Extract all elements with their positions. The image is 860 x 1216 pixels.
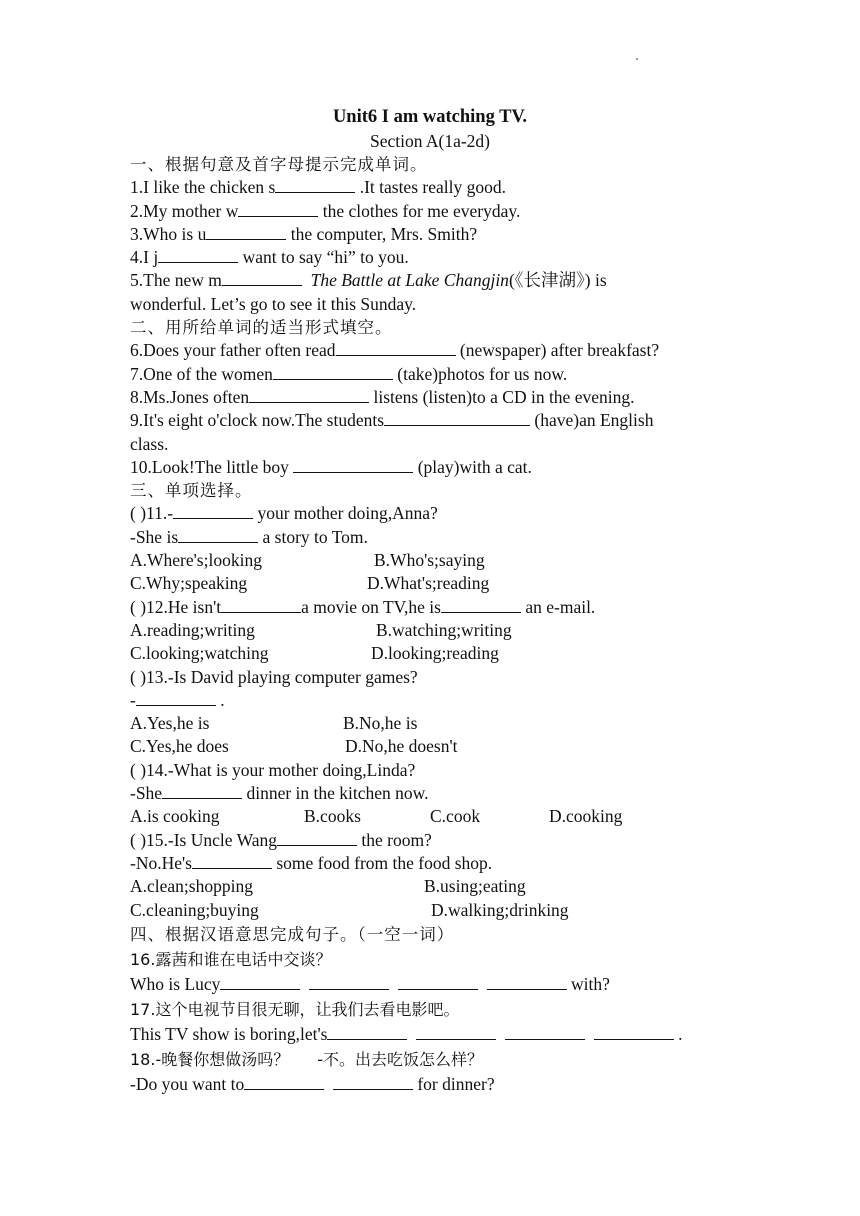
q16-text: Who is Lucy <box>130 973 221 994</box>
q13-option-c[interactable]: C.Yes,he does <box>130 736 229 757</box>
worksheet <box>130 106 730 1097</box>
question-7 <box>130 363 730 386</box>
question-11 <box>130 502 730 525</box>
q13-option-d[interactable]: D.No,he doesn't <box>345 736 458 757</box>
q4-blank[interactable] <box>158 246 238 263</box>
question-3 <box>130 223 730 246</box>
q15-blank-2[interactable] <box>192 852 272 869</box>
q12-blank-2[interactable] <box>441 596 521 613</box>
q11-options-ab <box>130 549 730 572</box>
question-11-line-2 <box>130 526 730 549</box>
section-3-heading: 三、单项选择。 <box>130 481 253 501</box>
q15-answer-text: -No.He's <box>130 852 192 873</box>
q11-option-c[interactable]: C.Why;speaking <box>130 573 248 594</box>
q9-text: 9.It's eight o'clock now.The students <box>130 410 385 431</box>
q2-blank[interactable] <box>238 200 318 217</box>
q15-text-end: the room? <box>356 829 432 850</box>
q8-blank[interactable] <box>249 386 369 403</box>
q14-option-c[interactable]: C.cook <box>430 806 481 827</box>
q3-text-end: the computer, Mrs. Smith? <box>286 223 478 244</box>
q7-text: 7.One of the women <box>130 363 273 384</box>
q16-blank-4[interactable] <box>487 973 567 990</box>
q4-text-end: want to say “hi” to you. <box>238 247 409 268</box>
q16-blank-3[interactable] <box>398 973 478 990</box>
q9-text-end: (have)an English <box>530 410 654 431</box>
q13-blank[interactable] <box>136 689 216 706</box>
page-title: Unit6 I am watching TV. <box>332 107 528 127</box>
q10-text: 10.Look!The little boy <box>130 456 294 477</box>
question-9-line-2: class. <box>130 433 169 454</box>
question-17-english <box>130 1022 730 1047</box>
page-subtitle: Section A(1a-2d) <box>369 131 491 151</box>
q17-blank-3[interactable] <box>505 1023 585 1040</box>
q17-blank-1[interactable] <box>327 1023 407 1040</box>
q13-options-ab <box>130 712 730 735</box>
q4-text: 4.I j <box>130 247 159 268</box>
question-2 <box>130 200 730 223</box>
q10-blank[interactable] <box>293 456 413 473</box>
question-18-chinese <box>130 1047 730 1072</box>
q14-answer-end: dinner in the kitchen now. <box>242 783 429 804</box>
question-13: ( )13.-Is David playing computer games? <box>130 666 418 687</box>
q7-blank[interactable] <box>273 363 393 380</box>
question-5 <box>130 269 730 292</box>
q1-blank[interactable] <box>275 176 355 193</box>
q17-text-end: . <box>673 1023 683 1044</box>
q7-text-end: (take)photos for us now. <box>392 363 568 384</box>
q3-blank[interactable] <box>206 223 286 240</box>
q11-text: ( )11.- <box>130 503 174 524</box>
q16-blank-1[interactable] <box>220 973 300 990</box>
q15-option-a[interactable]: A.clean;shopping <box>130 876 253 897</box>
page-dot <box>636 58 638 60</box>
q5-movie-title: The Battle at Lake Changjin <box>310 270 509 291</box>
q11-text-end: your mother doing,Anna? <box>253 503 438 524</box>
q13-answer-dash: - <box>130 689 136 710</box>
q12-options-cd <box>130 642 730 665</box>
q11-line2-text: -She is <box>130 526 179 547</box>
q15-options-cd <box>130 899 730 922</box>
q17-blank-4[interactable] <box>594 1023 674 1040</box>
q14-option-a[interactable]: A.is cooking <box>130 806 220 827</box>
q14-option-b[interactable]: B.cooks <box>304 806 361 827</box>
q14-blank[interactable] <box>162 782 242 799</box>
q15-blank-1[interactable] <box>277 829 357 846</box>
q18-text-end: for dinner? <box>412 1073 495 1094</box>
q14-option-d[interactable]: D.cooking <box>549 806 623 827</box>
q12-option-c[interactable]: C.looking;watching <box>130 643 269 664</box>
q11-line2-end: a story to Tom. <box>258 526 368 547</box>
q6-text-end: (newspaper) after breakfast? <box>455 340 660 361</box>
section-1-heading: 一、根据句意及首字母提示完成单词。 <box>130 155 428 174</box>
question-16-english <box>130 972 730 997</box>
q16-text-end: with? <box>566 973 610 994</box>
q11-blank-1[interactable] <box>173 502 253 519</box>
q8-text: 8.Ms.Jones often <box>130 386 250 407</box>
q12-option-a[interactable]: A.reading;writing <box>130 619 255 640</box>
q16-blank-2[interactable] <box>309 973 389 990</box>
question-16-chinese: 16.露茜和谁在电话中交谈？ <box>130 949 332 969</box>
q11-blank-2[interactable] <box>178 526 258 543</box>
question-10 <box>130 456 730 479</box>
q6-text: 6.Does your father often read <box>130 340 336 361</box>
q1-text: 1.I like the chicken s <box>130 177 276 198</box>
question-1 <box>130 176 730 199</box>
q9-blank[interactable] <box>384 409 530 426</box>
question-18-english <box>130 1072 730 1097</box>
q13-answer-end: . <box>215 689 225 710</box>
q18-text: -Do you want to <box>130 1073 245 1094</box>
question-15-answer <box>130 852 730 875</box>
question-14-answer <box>130 782 730 805</box>
question-15 <box>130 829 730 852</box>
q15-option-c[interactable]: C.cleaning;buying <box>130 899 259 920</box>
q12-blank-1[interactable] <box>221 596 301 613</box>
q13-options-cd <box>130 735 730 758</box>
question-8 <box>130 386 730 409</box>
q2-text-end: the clothes for me everyday. <box>318 200 521 221</box>
question-13-answer <box>130 689 730 712</box>
q5-text-end: (《长津湖》) is <box>508 270 607 291</box>
q14-options <box>130 805 730 828</box>
q15-option-b[interactable]: B.using;eating <box>424 876 526 897</box>
q1-text-end: .It tastes really good. <box>355 177 506 198</box>
question-5-line-2: wonderful. Let’s go to see it this Sunday. <box>130 293 417 314</box>
q11-option-a[interactable]: A.Where's;looking <box>130 550 262 571</box>
q15-options-ab <box>130 875 730 898</box>
q12-text-mid: a movie on TV,he is <box>301 596 441 617</box>
question-6 <box>130 339 730 362</box>
q13-option-b[interactable]: B.No,he is <box>343 713 418 734</box>
q18-chinese-b: -不。出去吃饭怎么样？ <box>317 1049 484 1069</box>
q18-blank-1[interactable] <box>244 1073 324 1090</box>
q10-text-end: (play)with a cat. <box>413 456 532 477</box>
q11-option-d[interactable]: D.What's;reading <box>367 573 490 594</box>
q15-answer-end: some food from the food shop. <box>271 852 493 873</box>
q12-text-end: an e-mail. <box>520 596 596 617</box>
q17-text: This TV show is boring,let's <box>130 1023 328 1044</box>
q12-text: ( )12.He isn't <box>130 596 222 617</box>
q3-text: 3.Who is u <box>130 223 207 244</box>
q14-answer-text: -She <box>130 783 163 804</box>
q13-option-a[interactable]: A.Yes,he is <box>130 713 210 734</box>
question-12 <box>130 596 730 619</box>
question-17-chinese: 17.这个电视节目很无聊，让我们去看电影吧。 <box>130 999 460 1019</box>
question-14: ( )14.-What is your mother doing,Linda? <box>130 759 416 780</box>
q12-option-d[interactable]: D.looking;reading <box>371 643 499 664</box>
section-2-heading: 二、用所给单词的适当形式填空。 <box>130 318 393 338</box>
question-9 <box>130 409 730 432</box>
q2-text: 2.My mother w <box>130 200 239 221</box>
q8-text-end: listens (listen)to a CD in the evening. <box>369 386 635 407</box>
section-4-heading: 四、根据汉语意思完成句子。（一空一词） <box>130 924 455 944</box>
q5-blank[interactable] <box>222 269 302 286</box>
q18-chinese-a: 18.-晚餐你想做汤吗？ <box>130 1049 290 1069</box>
q17-blank-2[interactable] <box>416 1023 496 1040</box>
q15-option-d[interactable]: D.walking;drinking <box>431 899 569 920</box>
q6-blank[interactable] <box>336 339 456 356</box>
q12-option-b[interactable]: B.watching;writing <box>376 619 512 640</box>
q5-text: 5.The new m <box>130 270 222 291</box>
question-4 <box>130 246 730 269</box>
q15-text: ( )15.-Is Uncle Wang <box>130 829 277 850</box>
q11-options-cd <box>130 572 730 595</box>
q11-option-b[interactable]: B.Who's;saying <box>374 550 485 571</box>
q18-blank-2[interactable] <box>333 1073 413 1090</box>
q12-options-ab <box>130 619 730 642</box>
